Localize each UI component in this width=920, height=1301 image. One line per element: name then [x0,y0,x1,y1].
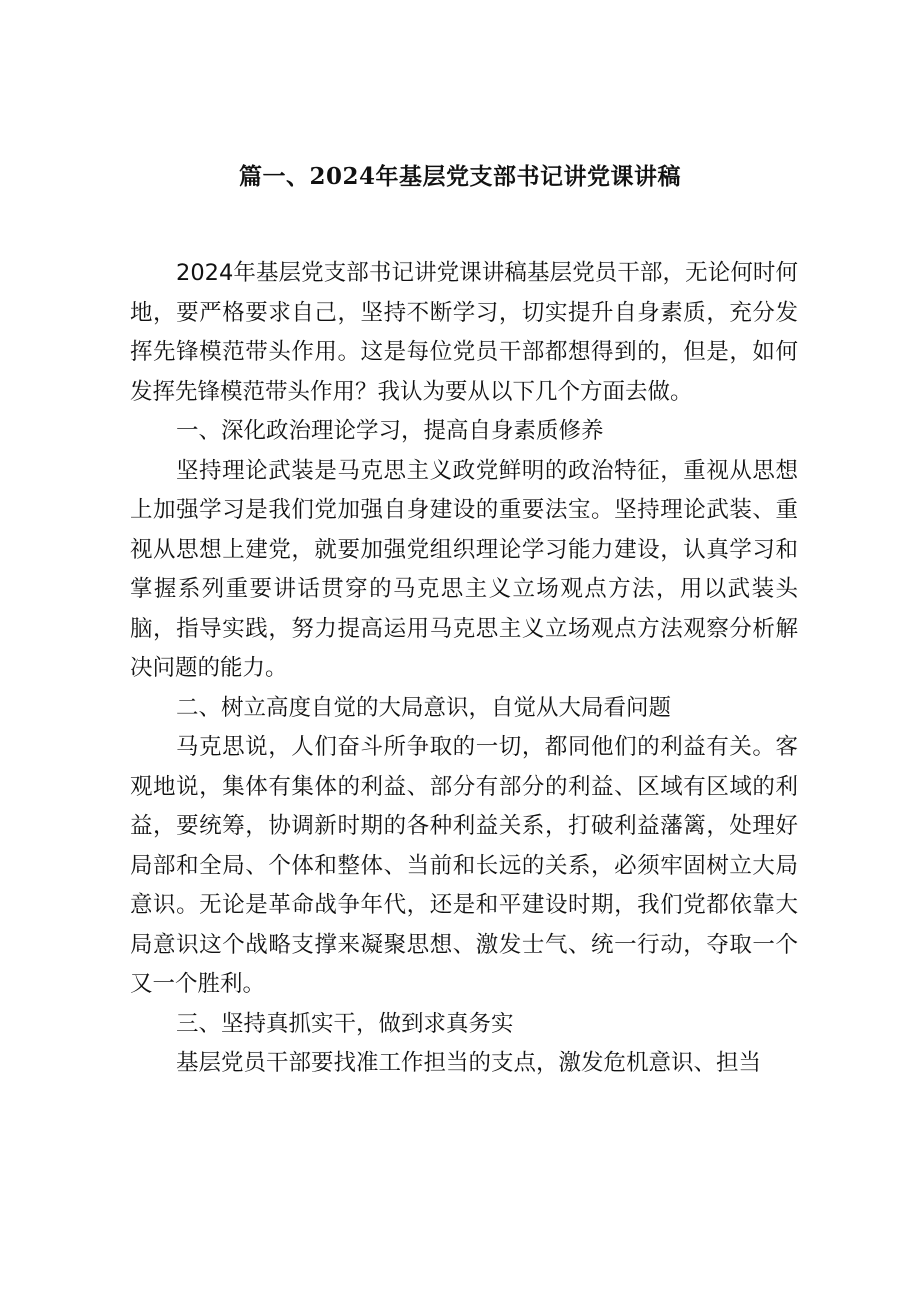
section-paragraph-2: 马克思说，人们奋斗所争取的一切，都同他们的利益有关。客观地说，集体有集体的利益、部分有部分的利益、区域有区域的利益，要统筹，协调新时期的各种利益关系，打破利益藩篱，处理好局部和全局、个体和整体、当前和长远的关系，必须牢固树立大局意识。无论是革命战争年代，还是和平建设时期，我们党都依靠大局意识这个战略支撑来凝聚思想、激发士气、统一行动，夺取一个又一个胜利。 [130,734,798,997]
section-paragraph-1: 坚持理论武装是马克思主义政党鲜明的政治特征，重视从思想上加强学习是我们党加强自身建设的重要法宝。坚持理论武装、重视从思想上建党，就要加强党组织理论学习能力建设，认真学习和掌握系列重要讲话贯穿的马克思主义立场观点方法，用以武装头脑，指导实践，努力提高运用马克思主义立场观点方法观察分析解决问题的能力。 [130,457,798,681]
section-heading-2: 二、树立高度自觉的大局意识，自觉从大局看问题 [176,694,672,721]
section-heading-3: 三、坚持真抓实干，做到求真务实 [176,1010,514,1037]
section-heading-1: 一、深化政治理论学习，提高自身素质修养 [176,418,604,444]
document-body [130,254,798,1084]
section-paragraph-3: 基层党员干部要找准工作担当的支点，激发危机意识、担当 [176,1050,762,1076]
intro-paragraph: 2024年基层党支部书记讲党课讲稿基层党员干部，无论何时何地，要严格要求自己，坚持不断学习，切实提升自身素质，充分发挥先锋模范带头作用。这是每位党员干部都想得到的，但是，如何发挥先锋模范带头作用？我认为要从以下几个方面去做。 [130,260,798,405]
document-title: 篇一、2024年基层党支部书记讲党课讲稿 [238,163,681,190]
